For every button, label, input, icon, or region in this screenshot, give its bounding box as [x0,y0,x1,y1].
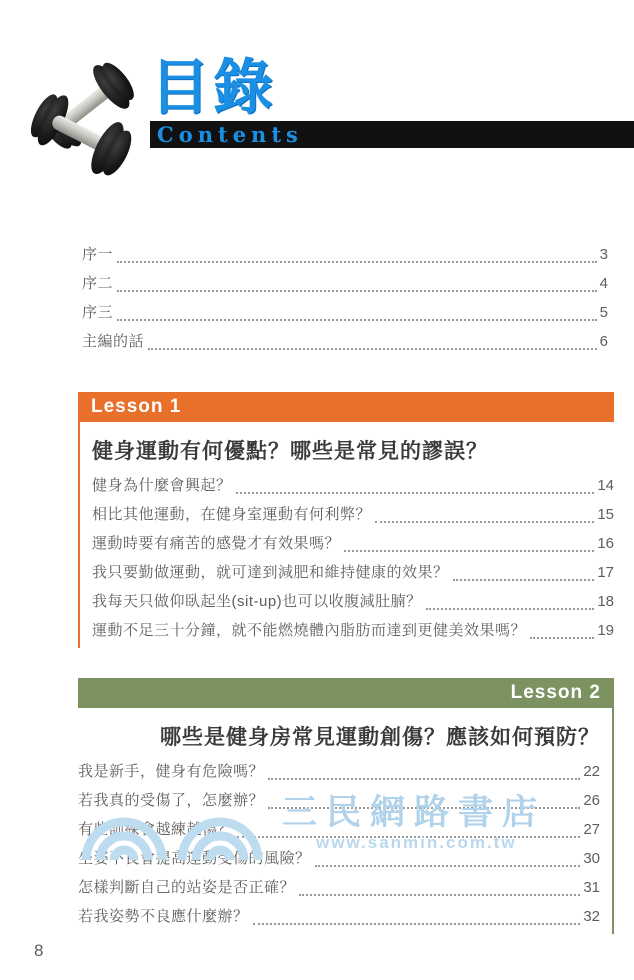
front-matter-list [82,243,608,359]
toc-entry-page: 27 [583,821,600,838]
toc-entry [78,760,600,789]
toc-entry-page: 19 [597,622,614,639]
toc-entry-page: 4 [599,275,608,292]
dot-leader [299,894,580,896]
toc-entry-page: 3 [599,246,608,263]
toc-entry-label: 序三 [82,304,114,321]
dot-leader [268,778,580,780]
dot-leader [268,807,580,809]
toc-entry-label: 我是新手，健身有危險嗎？ [78,763,265,780]
dot-leader [117,290,597,292]
dot-leader [530,637,594,639]
lesson-2-title: 哪些是健身房常見運動創傷？應該如何預防？ [160,726,600,749]
toc-entry-label: 若我姿勢不良應什麼辦？ [78,908,249,925]
toc-entry [92,474,614,503]
dot-leader [253,923,581,925]
toc-entry-label: 我只要勤做運動，就可達到減肥和維持健康的效果？ [92,564,449,581]
toc-entry [78,789,600,818]
dot-leader [315,865,581,867]
toc-entry [92,619,614,648]
lesson-1-section [78,392,614,648]
toc-entry-label: 序二 [82,275,114,292]
toc-entry [78,818,600,847]
toc-entry-label: 運動不足三十分鐘，就不能燃燒體內脂肪而達到更健美效果嗎？ [92,622,527,639]
dot-leader [148,348,597,350]
toc-entry-label: 我每天只做仰臥起坐(sit-up)也可以收腹減肚腩？ [92,593,422,610]
toc-entry [82,272,608,301]
toc-entry-page: 5 [599,304,608,321]
lesson-2-section [78,678,614,934]
dot-leader [237,836,580,838]
toc-entry [92,561,614,590]
dot-leader [344,550,594,552]
toc-entry-page: 14 [597,477,614,494]
lesson-2-list [78,760,600,934]
toc-entry-page: 18 [597,593,614,610]
dot-leader [117,319,597,321]
toc-entry-page: 6 [599,333,608,350]
toc-entry [82,243,608,272]
dot-leader [236,492,595,494]
toc-entry-label: 坐姿不良會提高運動受傷的風險？ [78,850,311,867]
toc-entry [92,503,614,532]
toc-entry-label: 若我真的受傷了，怎麼辦？ [78,792,265,809]
toc-entry [82,330,608,359]
toc-entry-label: 怎樣判斷自己的站姿是否正確？ [78,879,296,896]
lesson-1-badge: Lesson 1 [78,392,614,422]
dot-leader [117,261,597,263]
dot-leader [375,521,594,523]
toc-entry-label: 主編的話 [82,333,145,350]
page-number: 8 [34,941,44,960]
dumbbells-icon [24,48,152,176]
header [150,56,634,148]
dot-leader [426,608,595,610]
toc-entry-label: 有些訓練會越練越傷？ [78,821,234,838]
toc-entry-page: 26 [583,792,600,809]
toc-entry-page: 17 [597,564,614,581]
page-title: 目錄 [150,54,276,121]
toc-entry-page: 32 [583,908,600,925]
toc-entry-page: 16 [597,535,614,552]
watermark-store-name: 三民網路書店 [282,793,547,832]
toc-entry-page: 15 [597,506,614,523]
watermark-url: www.sanmin.com.tw [316,833,517,852]
toc-entry-page: 30 [583,850,600,867]
toc-entry [92,532,614,561]
toc-entry-label: 運動時要有痛苦的感覺才有效果嗎？ [92,535,341,552]
toc-entry [78,905,600,934]
toc-entry-page: 22 [583,763,600,780]
toc-entry-page: 31 [583,879,600,896]
toc-entry [78,876,600,905]
toc-entry [78,847,600,876]
toc-entry-label: 相比其他運動，在健身室運動有何利弊？ [92,506,372,523]
page-title-en: Contents [157,122,303,147]
dot-leader [453,579,595,581]
contents-bar [150,121,634,148]
toc-entry-label: 序一 [82,246,114,263]
toc-entry [92,590,614,619]
lesson-1-title: 健身運動有何優點？哪些是常見的謬誤？ [92,440,488,463]
lesson-2-badge: Lesson 2 [78,678,614,708]
lesson-1-list [92,474,614,648]
toc-entry [82,301,608,330]
toc-entry-label: 健身為什麼會興起？ [92,477,232,494]
